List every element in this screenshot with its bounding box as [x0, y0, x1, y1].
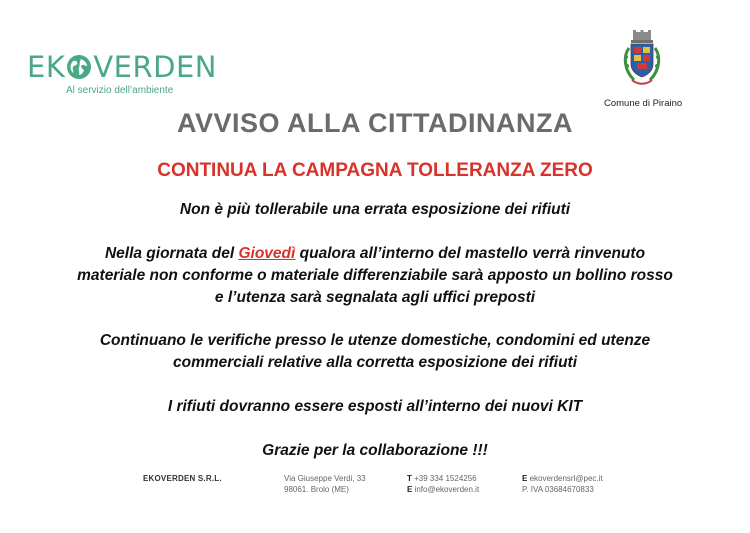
comune-label: Comune di Piraino	[604, 98, 683, 109]
ekoverden-logo	[27, 50, 218, 96]
footer-phone	[407, 473, 479, 484]
email-key: E	[407, 485, 413, 494]
email-value[interactable]: info@ekoverden.it	[412, 485, 480, 494]
footer-pec[interactable]	[522, 473, 603, 484]
globe-icon	[66, 54, 92, 80]
pec-value[interactable]: ekoverdensrl@pec.it	[527, 474, 603, 483]
p2-after: qualora all’interno del mastello verrà rinvenuto	[295, 245, 646, 262]
footer-company: EKOVERDEN S.R.L.	[143, 474, 222, 483]
footer-address-line-1: Via Giuseppe Verdi, 33	[284, 474, 366, 483]
footer-address-line-2: 98061. Brolo (ME)	[284, 485, 349, 494]
phone-value: +39 334 1524256	[411, 474, 477, 483]
p3-line-1: Continuano le verifiche presso le utenze domestiche, condomini ed utenze	[99, 332, 651, 349]
notice-paragraph-2	[0, 243, 750, 309]
notice-paragraph-4: I rifiuti dovranno essere esposti all’interno dei nuovi KIT	[167, 398, 583, 415]
phone-key: T	[407, 474, 412, 483]
notice-line-1: Non è più tollerabile una errata esposizione dei rifiuti	[179, 201, 571, 218]
footer-email[interactable]	[407, 484, 479, 495]
pec-key: E	[522, 474, 528, 483]
logo-tagline: Al servizio dell’ambiente	[66, 85, 174, 96]
p3-line-2: commerciali relative alla corretta esposizione dei rifiuti	[172, 354, 577, 371]
footer-contacts	[407, 473, 479, 495]
notice-paragraph-3	[0, 330, 750, 374]
p2-line-1	[0, 243, 750, 265]
collection-day: Giovedì	[238, 245, 296, 262]
logo-wordmark	[27, 50, 217, 84]
notice-thanks: Grazie per la collaborazione !!!	[262, 442, 488, 459]
footer-address	[284, 473, 366, 495]
footer-legal	[522, 473, 603, 495]
footer-piva: P. IVA 03684670833	[522, 485, 594, 494]
p2-before: Nella giornata del	[104, 245, 239, 262]
logo-word-left: EK	[27, 50, 66, 84]
logo-word-right: VERDEN	[93, 50, 218, 84]
p2-line-3: e l’utenza sarà segnalata agli uffici preposti	[214, 289, 536, 306]
p2-line-2: materiale non conforme o materiale differenziabile sarà apposto un bollino rosso	[77, 267, 673, 284]
coat-of-arms-icon	[618, 30, 666, 92]
notice-title: AVVISO ALLA CITTADINANZA	[177, 108, 573, 138]
notice-subtitle: CONTINUA LA CAMPAGNA TOLLERANZA ZERO	[157, 160, 593, 181]
